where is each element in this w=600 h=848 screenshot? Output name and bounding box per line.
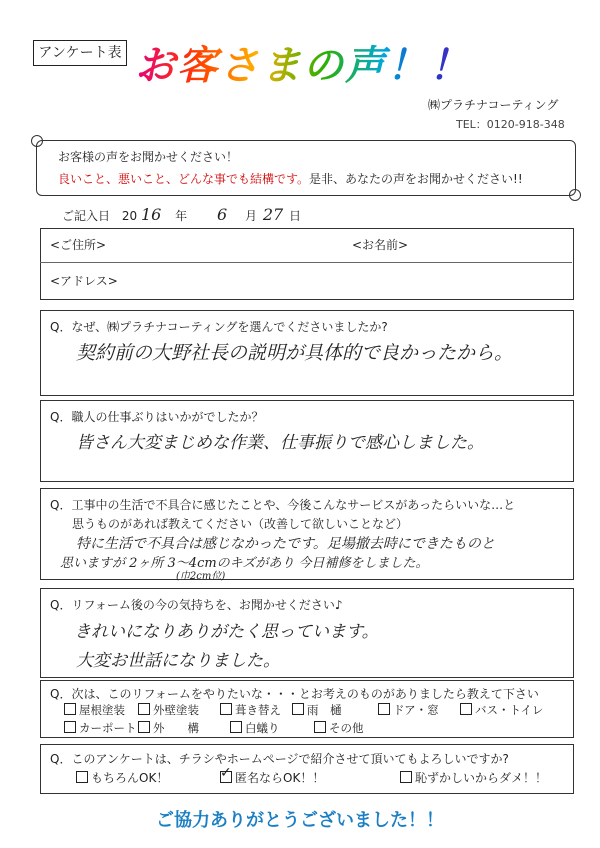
date-year[interactable]: 16	[140, 205, 162, 224]
option-checkbox[interactable]: 白蟻り	[230, 720, 280, 736]
answer-text[interactable]: 契約前の大野社長の説明が具体的で良かったから。	[76, 342, 514, 364]
question-text: Q．リフォーム後の今の気持ちを、お聞かせください♪	[50, 598, 343, 612]
consent-option[interactable]: 恥ずかしいからダメ！！	[400, 769, 547, 786]
question-text-continued: 思うものがあれば教えてください（改善して欲しいことなど）	[72, 517, 409, 531]
option-checkbox[interactable]: 屋根塗装	[64, 702, 125, 718]
date-label: ご記入日	[62, 209, 111, 223]
date-month-label: 月	[245, 209, 258, 223]
address-label: <ご住所>	[50, 238, 107, 252]
answer-text[interactable]: 特に生活で不具合は感じなかったです。足場撤去時にできたものと	[76, 536, 495, 552]
consent-option[interactable]: もちろんOK！	[76, 769, 168, 786]
answer-text[interactable]: 思いますが 2ヶ所 3～4cmのキズがあり 今日補修をしました。	[60, 556, 429, 571]
option-checkbox[interactable]: カーポート	[64, 720, 137, 736]
answer-text[interactable]: 皆さん大変まじめな作業、仕事振りで感心しました。	[76, 433, 484, 453]
intro-emphasis-line	[58, 170, 523, 187]
survey-tag: アンケート表	[33, 40, 127, 66]
intro-rest-text: 是非、あなたの声をお聞かせください!!	[309, 172, 523, 186]
date-year-label: 年	[175, 209, 188, 223]
name-label: <お名前>	[352, 238, 409, 252]
address-divider	[40, 262, 572, 263]
date-day[interactable]: 27	[262, 205, 284, 224]
question-text: Q．次は、このリフォームをやりたいな・・・とお考えのものがありましたら教えて下さい	[50, 687, 539, 701]
date-day-label: 日	[289, 209, 302, 223]
address-box	[40, 228, 574, 300]
scroll-curl-icon	[31, 135, 43, 147]
intro-line: お客様の声をお聞かせください！	[58, 150, 239, 164]
page-title: お客さまの声！！	[135, 34, 471, 91]
answer-annotation: (巾2cm位)	[176, 571, 226, 582]
phone-number: TEL：0120-918-348	[456, 118, 565, 131]
date-era: 20	[121, 209, 138, 223]
entry-date	[62, 205, 301, 224]
option-checkbox[interactable]: バス・トイレ	[460, 702, 543, 718]
thanks-message: ご協力ありがとうございました！！	[156, 810, 444, 831]
address-reading-label: <アドレス>	[50, 274, 118, 288]
question-text: Q．なぜ、㈱プラチナコーティングを選んでくださいましたか?	[50, 320, 388, 334]
answer-text[interactable]: きれいになりありがたく思っています。	[74, 622, 379, 642]
option-checkbox[interactable]: 外 構	[138, 720, 199, 736]
option-checkbox[interactable]: ドア・窓	[378, 702, 439, 718]
question-text: Q．工事中の生活で不具合に感じたことや、今後こんなサービスがあったらいいな…と	[50, 498, 516, 512]
date-month[interactable]: 6	[216, 205, 228, 224]
option-checkbox[interactable]: 葺き替え	[220, 702, 281, 718]
check-mark-icon: ✓	[220, 765, 232, 781]
question-text: Q．職人の仕事ぶりはいかがでしたか？	[50, 410, 264, 424]
consent-option-selected[interactable]: ✓ 匿名ならOK！！	[220, 765, 325, 785]
option-checkbox[interactable]: 外壁塗装	[138, 702, 199, 718]
option-checkbox[interactable]: その他	[314, 720, 364, 736]
option-checkbox[interactable]: 雨 樋	[292, 702, 342, 718]
company-name: ㈱プラチナコーティング	[428, 98, 559, 112]
scroll-curl-icon	[569, 189, 581, 201]
answer-text[interactable]: 大変お世話になりました。	[76, 651, 280, 671]
intro-red-text: 良いこと、悪いこと、どんな事でも結構です。	[58, 172, 310, 186]
question-text: Q．このアンケートは、チラシやホームページで紹介させて頂いてもよろしいですか?	[50, 752, 509, 766]
